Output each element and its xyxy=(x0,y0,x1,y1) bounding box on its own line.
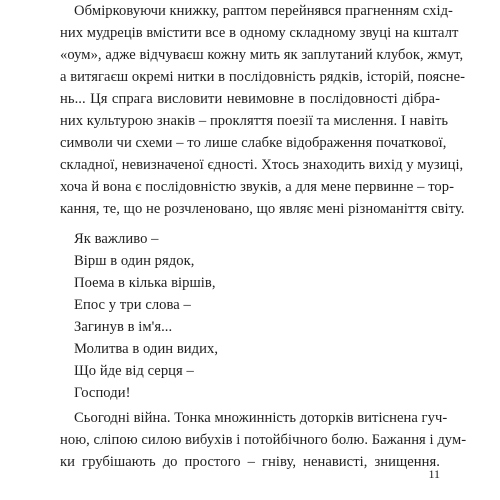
paragraph-1-line: них культурою знаків – прокляття поезії та мислення. І навіть xyxy=(60,113,449,129)
poem-line: Вірш в один рядок, xyxy=(74,253,195,269)
paragraph-2-line: ки грубішають до простого – гніву, ненависті, знищення. xyxy=(60,454,440,470)
paragraph-2-line: ною, сліпою силою вибухів і потойбічного болю. Бажання і дум- xyxy=(60,432,467,448)
paragraph-1-line: а витягаєш окремі нитки в послідовність рядків, історій, поясне- xyxy=(60,69,466,85)
paragraph-1-line: них мудреців вмістити все в одному складному звуці на кшталт xyxy=(60,25,459,41)
paragraph-1-line: символи чи схеми – то лише слабке відображення початкової, xyxy=(60,135,447,151)
poem-line: Поема в кілька віршів, xyxy=(74,275,216,291)
paragraph-1-line: Обмірковуючи книжку, раптом перейнявся прагненням схід- xyxy=(74,3,453,19)
paragraph-1-line: нь... Ця спрага висловити невимовне в послідовності дібра- xyxy=(60,91,440,107)
book-page xyxy=(60,0,467,500)
paragraph-1-line: хоча й вона є послідовністю звуків, а для мене первинне – тор- xyxy=(60,179,455,195)
paragraph-2-line: Сьогодні війна. Тонка множинність доторків витіснена гуч- xyxy=(74,410,448,426)
poem-line: Господи! xyxy=(74,385,131,401)
poem-line: Як важливо – xyxy=(74,231,159,247)
paragraph-1-line: «оум», адже відчуваєш кожну мить як заплутаний клубок, жмут, xyxy=(60,47,464,63)
paragraph-1-line: складної, невизначеної єдності. Хтось знаходить вихід у музиці, xyxy=(60,157,464,173)
page-number: 11 xyxy=(428,467,440,481)
poem-line: Епос у три слова – xyxy=(74,297,191,313)
poem-line: Загинув в ім'я... xyxy=(74,319,173,335)
poem-line: Що йде від серця – xyxy=(74,363,194,379)
paragraph-1-line: кання, те, що не розчленовано, що являє мені різноманіття світу. xyxy=(60,201,465,217)
poem-line: Молитва в один видих, xyxy=(74,341,219,357)
